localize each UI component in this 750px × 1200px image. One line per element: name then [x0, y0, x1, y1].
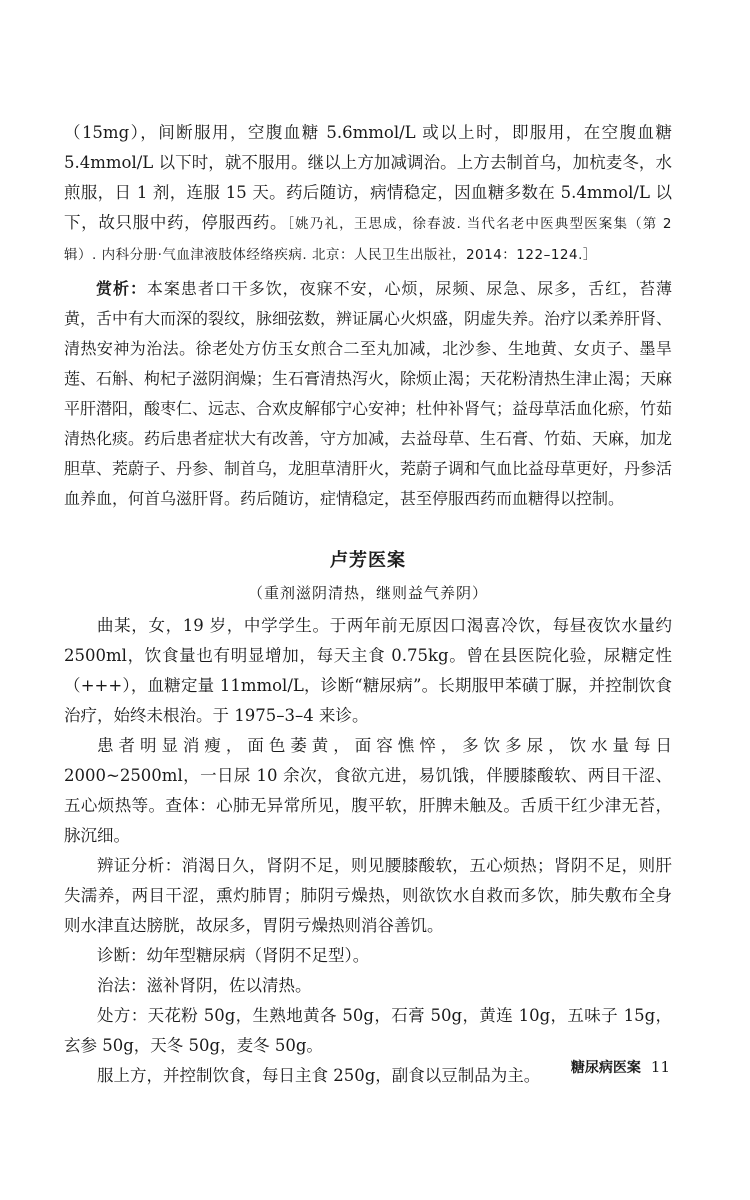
case-paragraph: 服上方，并控制饮食，每日主食 250g，副食以豆制品为主。 [97, 1066, 541, 1085]
case-paragraph: 诊断：幼年型糖尿病（肾阴不足型）。 [97, 946, 370, 965]
case-paragraph: 治法：滋补肾阴，佐以清热。 [97, 976, 312, 995]
citation: ［姚乃礼，王思成，徐春波. 当代名老中医典型医案集（第 2 辑）. 内科分册·气血津液肢体经络疾病. 北京：人民卫生出版社，2014：122–124.］ [64, 216, 673, 263]
case-paragraph: 辨证分析：消渴日久，肾阴不足，则见腰膝酸软，五心烦热；肾阴不足，则肝失濡养，两目干涩，熏灼肺胃；肺阴亏燥热，则欲饮水自救而多饮，肺失敷布全身则水津直达膀胱，故尿多，胃阴亏燥热则消谷善饥。 [64, 856, 672, 935]
page-number: 11 [650, 1058, 670, 1076]
case-paragraph: 曲某，女，19 岁，中学学生。于两年前无原因口渴喜冷饮，每昼夜饮水量约 2500ml，饮食量也有明显增加，每天主食 0.75kg。曾在县医院化验，尿糖定性（+++），血糖定量 11mmol/L，诊断“糖尿病”。长期服甲苯磺丁脲，并控制饮食治疗，始终未根治。于 1975–3–4 来诊。 [64, 616, 672, 725]
case-paragraph: 患者明显消瘦，面色萎黄，面容憔悴，多饮多尿，饮水量每日 2000~2500ml，一日尿 10 余次，食欲亢进，易饥饿，伴腰膝酸软、两目干涩、五心烦热等。查体：心肺无异常所见，腹平软，肝脾未触及。舌质干红少津无苔，脉沉细。 [64, 736, 672, 845]
paragraph [64, 118, 672, 270]
page-body [64, 118, 672, 1091]
page-footer [571, 1057, 670, 1077]
commentary [64, 274, 672, 514]
case-paragraph: 处方：天花粉 50g，生熟地黄各 50g，石膏 50g，黄连 10g，五味子 15g，玄参 50g，天冬 50g，麦冬 50g。 [64, 1006, 672, 1055]
commentary-text: 本案患者口干多饮，夜寐不安，心烦，尿频、尿急、尿多，舌红，苔薄黄，舌中有大而深的裂纹，脉细弦数，辨证属心火炽盛，阴虚失养。治疗以柔养肝肾、清热安神为治法。徐老处方仿玉女煎合二至丸加减，北沙参、生地黄、女贞子、墨旱莲、石斛、枸杞子滋阴润燥；生石膏清热泻火，除烦止渴；天花粉清热生津止渴；天麻平肝潜阳，酸枣仁、远志、合欢皮解郁宁心安神；杜仲补肾气；益母草活血化瘀，竹茹清热化痰。药后患者症状大有改善，守方加减，去益母草、生石膏、竹茹、天麻，加龙胆草、茺蔚子、丹参、制首乌，龙胆草清肝火，茺蔚子调和气血比益母草更好，丹参活血养血，何首乌滋肝肾。药后随访，症情稳定，甚至停服西药而血糖得以控制。 [64, 279, 673, 508]
section-title: 卢芳医案 [330, 550, 406, 571]
commentary-lead: 赏析： [96, 279, 147, 298]
running-title: 糖尿病医案 [570, 1060, 641, 1076]
paragraph-text: （15mg），间断服用，空腹血糖 5.6mmol/L 或以上时，即服用，在空腹血糖 5.4mmol/L 以下时，就不服用。继以上方加减调治。上方去制首乌，加杭麦冬，水煎服，日 1 剂，连服 15 天。药后随访，病情稳定，因血糖多数在 5.4mmol/L 以下，故只服中药，停服西药。 [64, 123, 672, 232]
section-subtitle: （重剂滋阴清热，继则益气养阴） [247, 584, 488, 602]
